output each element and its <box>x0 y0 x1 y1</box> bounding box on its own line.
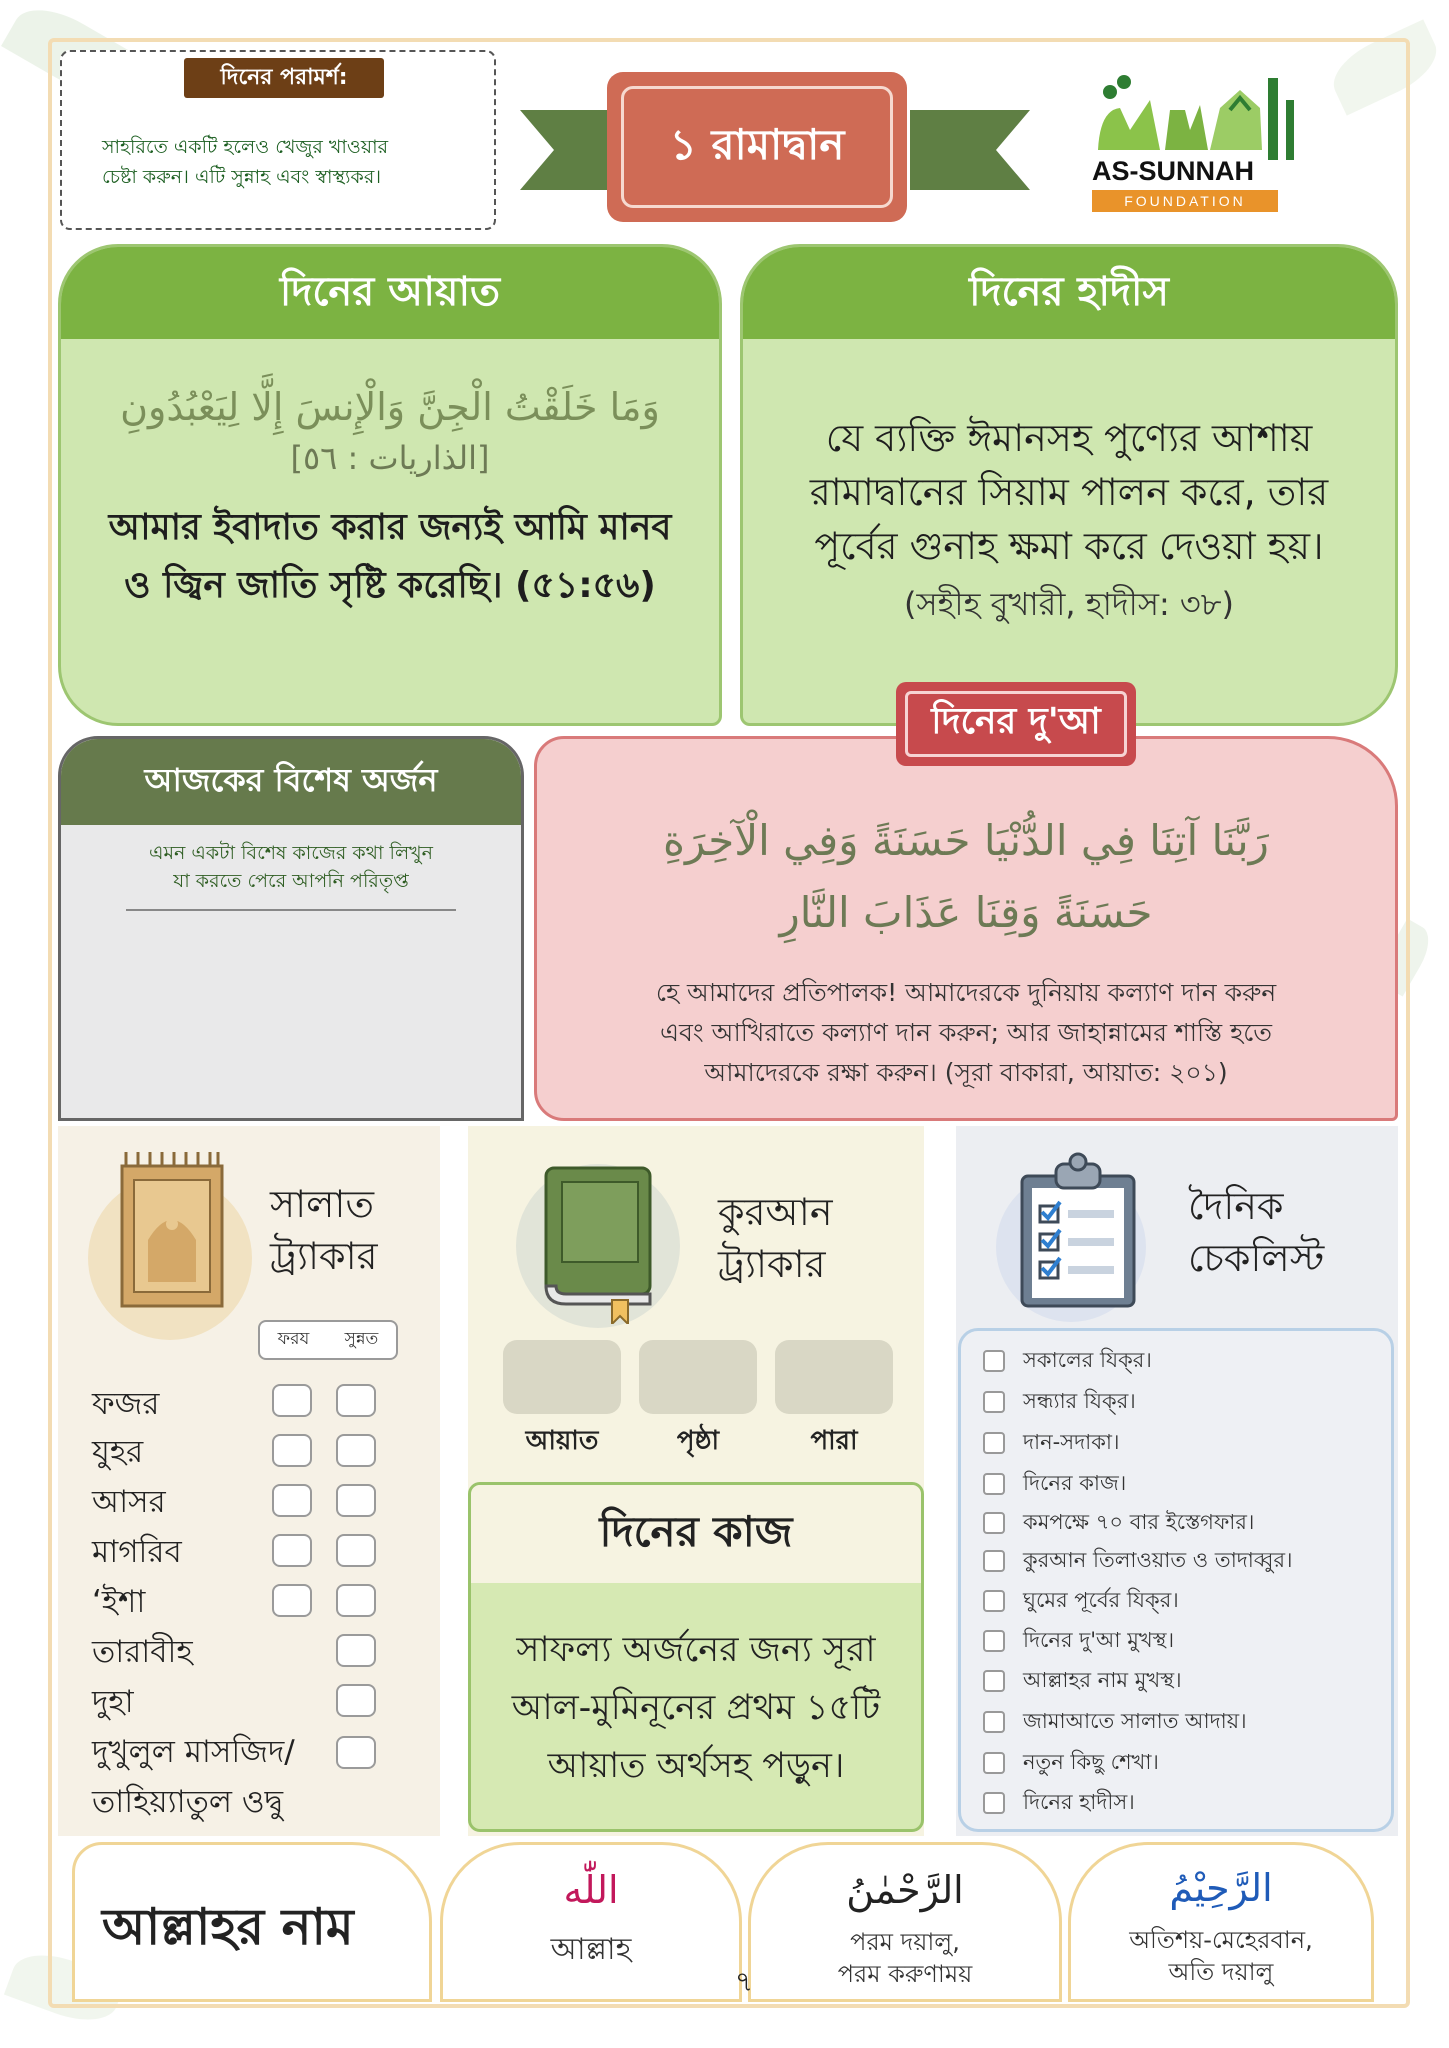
achievement-heading: আজকের বিশেষ অর্জন <box>61 739 521 825</box>
ayah-card <box>58 244 722 726</box>
prayer-label: তারাবীহ <box>92 1634 193 1670</box>
salat-tracker-title: সালাত ট্র্যাকার <box>270 1182 378 1278</box>
sunnah-checkbox[interactable] <box>336 1584 376 1617</box>
ayah-arabic: وَمَا خَلَقْتُ الْجِنَّ وَالْإِنسَ إِلَّا لِيَعْبُدُونِ <box>120 385 660 429</box>
sunnah-checkbox[interactable] <box>336 1684 376 1717</box>
checkbox[interactable] <box>983 1792 1005 1814</box>
checkbox[interactable] <box>983 1590 1005 1612</box>
task-card <box>468 1482 924 1832</box>
quran-tracker-title: কুরআন ট্র্যাকার <box>718 1190 833 1286</box>
name-meaning: আল্লাহ <box>550 1932 632 1967</box>
tip-label: দিনের পরামর্শ: <box>184 58 384 98</box>
achievement-writing-line <box>126 909 456 911</box>
hadith-card <box>740 244 1398 726</box>
prayer-label: যুহর <box>92 1434 144 1470</box>
hadith-heading: দিনের হাদীস <box>743 247 1395 339</box>
prayer-label: দুহা <box>92 1684 134 1720</box>
fard-checkbox[interactable] <box>272 1434 312 1467</box>
prayer-label: ফজর <box>92 1386 160 1422</box>
checklist-item[interactable]: দিনের হাদীস। <box>983 1785 1135 1821</box>
fard-checkbox[interactable] <box>272 1584 312 1617</box>
prayer-label: দুখুলুল মাসজিদ/ <box>92 1734 295 1770</box>
checkbox[interactable] <box>983 1752 1005 1774</box>
checkbox[interactable] <box>983 1391 1005 1413</box>
logo-mark-icon <box>1090 70 1320 160</box>
dua-heading: দিনের দু'আ <box>905 691 1127 757</box>
checkbox[interactable] <box>983 1512 1005 1534</box>
achievement-instructions: এমন একটা বিশেষ কাজের কথা লিখুন যা করতে পেরে আপনি পরিতৃপ্ত <box>149 842 433 892</box>
checklist-item[interactable]: সন্ধ্যার যিক্‌র। <box>983 1384 1136 1420</box>
name-arabic: الرَّحِيْمُ <box>1169 1866 1273 1910</box>
checklist-item[interactable]: সকালের যিক্‌র। <box>983 1343 1152 1379</box>
prayer-label: মাগরিব <box>92 1534 182 1570</box>
prayer-mat-icon <box>118 1150 226 1310</box>
sunnah-checkbox[interactable] <box>336 1736 376 1769</box>
sunnah-label: সুন্নত <box>344 1329 379 1349</box>
sunnah-checkbox[interactable] <box>336 1434 376 1467</box>
dua-translation: হে আমাদের প্রতিপালক! আমাদেরকে দুনিয়ায় কল্যাণ দান করুন এবং আখিরাতে কল্যাণ দান করুন; আর জাহান্নামের শাস্তি হতে আমাদেরকে রক্ষা করুন। (সূরা বাকারা, আয়াত: ২০১) <box>655 978 1277 1087</box>
name-arabic: الرَّحْمٰنُ <box>846 1868 964 1912</box>
as-sunnah-logo <box>1090 70 1320 220</box>
checkbox[interactable] <box>983 1473 1005 1495</box>
clipboard-icon <box>1018 1150 1138 1310</box>
checkbox[interactable] <box>983 1670 1005 1692</box>
checklist-item[interactable]: দিনের দু'আ মুখস্থ। <box>983 1623 1174 1659</box>
fard-checkbox[interactable] <box>272 1484 312 1517</box>
checklist-item[interactable]: দান-সদাকা। <box>983 1425 1120 1461</box>
checkbox[interactable] <box>983 1350 1005 1372</box>
name-arabic: اللّٰه <box>563 1868 619 1912</box>
fard-checkbox[interactable] <box>272 1384 312 1417</box>
hadith-text: যে ব্যক্তি ঈমানসহ পুণ্যের আশায় রামাদ্বানের সিয়াম পালন করে, তার পূর্বের গুনাহ ক্ষমা করে দেওয়া হয়। <box>809 416 1329 568</box>
page-count-box[interactable] <box>639 1340 757 1414</box>
dua-card <box>534 736 1398 1121</box>
ayah-translation: আমার ইবাদাত করার জন্যই আমি মানব ও জ্বিন জাতি সৃষ্টি করেছি। (৫১:৫৬) <box>108 507 672 606</box>
checklist-item[interactable]: আল্লাহর নাম মুখস্থ। <box>983 1663 1182 1699</box>
hadith-reference: (সহীহ বুখারী, হাদীস: ৩৮) <box>904 585 1234 623</box>
name-card <box>440 1842 742 2002</box>
prayer-label: তাহিয়্যাতুল ওদ্বু <box>92 1784 284 1820</box>
checkbox[interactable] <box>983 1630 1005 1652</box>
names-title: আল্লাহর নাম <box>102 1898 354 1956</box>
sunnah-checkbox[interactable] <box>336 1534 376 1567</box>
day-banner <box>607 72 907 222</box>
checklist-card <box>958 1328 1394 1832</box>
quran-book-icon <box>540 1164 656 1324</box>
checklist-item[interactable]: কুরআন তিলাওয়াত ও তাদাব্বুর। <box>983 1543 1293 1579</box>
dua-tag <box>896 682 1136 766</box>
name-meaning: অতিশয়-মেহেরবান, অতি দয়ালু <box>1129 1926 1313 1986</box>
sunnah-checkbox[interactable] <box>336 1634 376 1667</box>
prayer-label: আসর <box>92 1484 166 1520</box>
fard-label: ফরয <box>277 1329 310 1349</box>
dua-arabic: رَبَّنَا آتِنَا فِي الدُّنْيَا حَسَنَةً وَفِي الْآخِرَةِ حَسَنَةً وَقِنَا عَذَابَ النَّارِ <box>663 816 1269 937</box>
logo-wordmark: AS-SUNNAH <box>1092 156 1254 186</box>
checkbox[interactable] <box>983 1432 1005 1454</box>
tip-box <box>60 50 496 230</box>
checkbox[interactable] <box>983 1711 1005 1733</box>
checkbox[interactable] <box>983 1550 1005 1572</box>
checklist-item[interactable]: কমপক্ষে ৭০ বার ইস্তেগফার। <box>983 1505 1254 1541</box>
name-meaning: পরম দয়ালু, পরম করুণাময় <box>837 1928 973 1988</box>
page-number: ৭ <box>734 1965 754 1998</box>
logo-subtitle: FOUNDATION <box>1092 190 1278 212</box>
tip-text: সাহরিতে একটি হলেও খেজুর খাওয়ার চেষ্টা করুন। এটি সুন্নাহ এবং স্বাস্থ্যকর। <box>102 136 389 188</box>
checklist-item[interactable]: জামাআতে সালাত আদায়। <box>983 1704 1247 1740</box>
ayah-count-box[interactable] <box>503 1340 621 1414</box>
ayah-reference: [الذاريات : ٥٦] <box>290 439 490 477</box>
task-heading: দিনের কাজ <box>471 1485 921 1583</box>
salat-column-header <box>258 1320 398 1360</box>
task-text: সাফল্য অর্জনের জন্য সূরা আল-মুমিনূনের প্রথম ১৫টি আয়াত অর্থসহ পড়ুন। <box>511 1630 881 1786</box>
checklist-item[interactable]: নতুন কিছু শেখা। <box>983 1745 1159 1781</box>
ribbon-right <box>910 110 1030 190</box>
para-count-box[interactable] <box>775 1340 893 1414</box>
para-count-label: পারা <box>810 1426 858 1456</box>
day-title: ১ রামাদ্বান <box>621 86 893 208</box>
checklist-title: দৈনিক চেকলিস্ট <box>1188 1184 1325 1280</box>
achievement-card[interactable] <box>58 736 524 1121</box>
prayer-label: ‘ইশা <box>92 1584 146 1620</box>
page-count-label: পৃষ্ঠা <box>676 1426 720 1456</box>
ayah-count-label: আয়াত <box>525 1426 599 1456</box>
checklist-item[interactable]: দিনের কাজ। <box>983 1466 1126 1502</box>
sunnah-checkbox[interactable] <box>336 1484 376 1517</box>
fard-checkbox[interactable] <box>272 1534 312 1567</box>
ayah-heading: দিনের আয়াত <box>61 247 719 339</box>
sunnah-checkbox[interactable] <box>336 1384 376 1417</box>
checklist-item[interactable]: ঘুমের পূর্বের যিক্‌র। <box>983 1583 1179 1619</box>
